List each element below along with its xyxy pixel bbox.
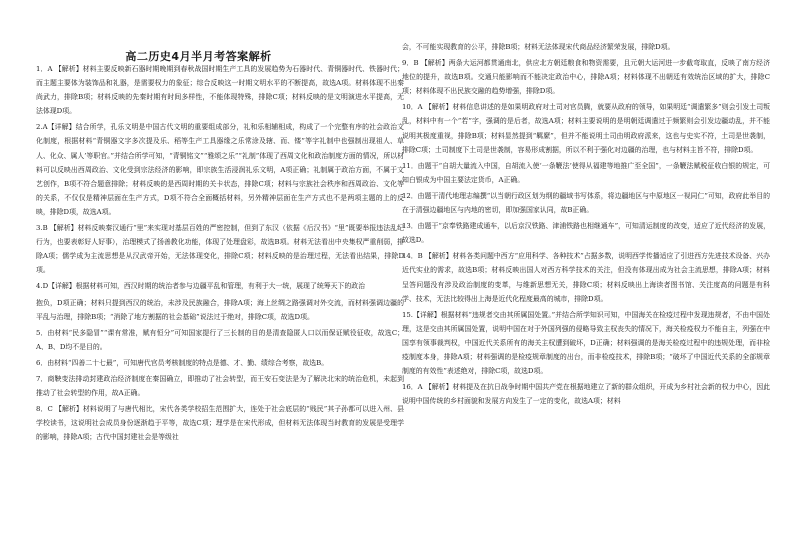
answer-item: 9．B 【解析】两条大运河都贯通南北，供应北方朝廷粮食和物资需要，且元朝大运河进一步截弯取直，反映了南方经济地位的提升，故选B项。交通只能影响而不能决定政治中心，排除A项；材料体现不出朝廷有效统治区域的扩大，排除C项；材料体现不出民族交融的趋势增强，排除D项。 bbox=[402, 59, 770, 96]
answer-item: 13．由题干“京奉铁路建成通车，以后京汉铁路、津浦铁路也相继通车”，可知清运制度的改变，适应了近代经济的发展，故选D。 bbox=[402, 222, 770, 245]
answer-item: 14．B 【解析】材料各类问题中西方“应用科学、各种技术”占据多数，说明西学传播适应了引进西方先进技术设备、兴办近代实业的需求，故选B项；材料反映出国人对西方科学技术的关注，但没有体现出成为社会主流思想，排除A项；材料呈答问题没有涉及政治制度的变革，与维新思想无关，排除C项；材料反映出上海读者图书馆、关注度高的问题是有科学、技术，无法比较得出上海是近代化程度最高的城市，排除D项。 bbox=[402, 252, 770, 303]
answer-item: 11．由题干“自胡大量流入中国，自胡流入使‘一条鞭法’使得从福建等地推广至全国”，一条鞭法赋税征收白银的规定，可知白银成为中国主要法定货币，A正确。 bbox=[402, 161, 770, 184]
answer-item: 1．A 【解析】材料主要反映新石器时期晚期到春秋战国时期生产工具的发展趋势为石器时代、青铜器时代、铁器时代；而主题主要体为装饰品和礼器，是需要权力的象征；综合反映这一时期文明水平的不断提高，故选A项。材料体现不出秦尚武力，排除B项；材料反映的先秦时期有时间多样性，不能体现特殊，排除C项；材料反映的是文明演进水平提高，无法体现D项。 bbox=[36, 65, 404, 116]
answer-item: 4.D【详解】根据材料可知，西汉时期的统治者参与边疆平乱和管理，有利于大一统，展现了统筹天下的政治 bbox=[36, 282, 366, 291]
answer-item: 12．由题干清代地理志编撰“以当朝行政区划为纲的疆域书写体系，将边疆地区与中原地区一视同仁”可知，政府此举目的在于清强边疆地区与内地的密切，即加强国家认同，故B正确。 bbox=[402, 191, 770, 215]
answer-item: 16．A 【解析】材料提及在抗日战争时期中国共产党在根据地建立了新的群众组织，开成为乡村社会新的权力中心，因此说明中国传统的乡村面貌和发展方向发生了一定的变化，故选A项；材料 bbox=[402, 383, 770, 406]
right-column bbox=[402, 40, 770, 410]
answer-item: 10．A 【解析】材料信息讲述的是如果明政府对土司对官员腾，就要从政府的领导，如果明廷“调遣繁多”则会引发土司叛乱，材料中有一个“若”字，强调的是后者，故选A项；材料主要说明的是明朝廷调遣过于频繁则会引发边疆动乱，并不能说明其极度重视，排除B项；材料显然提到“羁縻”，但并不能说明土司由明政府派来，这也与史实不符，土司是世袭制，排除C项；土司制度下土司是世袭制，容易形成割据，所以不利于强化对边疆的治理，也与材料主旨不符，排除D项。 bbox=[402, 103, 770, 154]
left-column bbox=[36, 62, 404, 446]
answer-item: 抱负，D项正确；材料只提到西汉的统治，未涉及民族融合，排除A项；海上丝绸之路强调对外交流，而材料强调边疆的平乱与治理，排除B项；“消除了地方割据的社会基础”说法过于绝对，排除C项，故选D项。 bbox=[36, 298, 404, 321]
answer-item: 15.【详解】根据材料“违规者交由其所属国处置。”并结合所学知识可知，中国海关在检疫过程中发现违规者，不由中国处理，这是交由其所属国处置，说明中国在对于外国列强的侵略导致主权丧失的情况下，海关检疫权力不能自主，列强在中国享有领事裁判权，中国近代关系所有的海关主权遭到破坏，D正确；材料强调的是海关检疫过程中的违规处理，而非检疫制度本身，排除A项；材料强调的是检疫规章制度的出台，而非检疫技术，排除B项；“破坏了中国近代关系的全部规章制度的有效性”表述绝对，排除C项，故选D项。 bbox=[402, 310, 770, 376]
answer-item: 6．由材料“四善二十七最”，可知唐代官员考核制度的特点是德、才、勤、绩综合考察，故选B。 bbox=[36, 358, 329, 367]
answer-item: 3.B 【解析】材料反映秦汉通行“里”来实现对基层百姓的严密控制，但到了东汉（依据《后汉书》“里”既要举报违法乱纪行为，也要表彰好人好事），治理模式了扬善教化功能，体现了处理盘彩，故选B项。材料无法看出中央集权严重削弱，排除A项；儒学成为主流思想是从汉武帝开始，无法体现变化，排除C项；材料反映的是治理过程，无法看出结果，排除D项。 bbox=[36, 224, 404, 275]
answer-item: 2.A【详解】结合所学，孔乐文明是中国古代文明的重要组成部分，礼和乐相辅相成，构成了一个完整有序的社会政治文化制度，根据材料“青铜器文字多次提及乐、稻等生产工具器缘之乐常涂及辖、而、镂”等字礼制中也强制出现祖人、草人、化众、属人’等职官。”并结合所学可知，“青铜铭文”“雅颂之乐”“礼制”体现了西周文化和政治制度方面的情况，所以材料可以反映出西周政治、文化受到宗法经济的影响，即宗族生活浸润礼乐文明，A项正确；礼制属于政治方面，不属于文艺创作，B项不符合题意排除；材料反映的是西周时期的关卡状态，排除C项；材料与宗族社会秩序和西周政治、文化等的关系，不仅仅是精神层面在生产方式，D项不符合全面概括材料，另外精神层面在生产方式也不是两项主题的上的反映，排除D项，故选A项。 bbox=[36, 123, 404, 216]
document-title: 高二历史4月半月考答案解析 bbox=[125, 50, 272, 63]
answer-item: 8．C 【解析】材料说明了与唐代相比，宋代各类学校招生范围扩大，连处于社会底层的“贱民”其子孙都可以进入州、县学校读书，这说明社会成员身份逐渐趋于平等，故选C项；理学是在宋代形成，但材料无法体现当时教育的发展是受理学的影响，排除A项；古代中国封建社会是等级社 bbox=[36, 405, 404, 442]
answer-item: 7．商鞅变法排动封建政治经济制度在秦国确立，即推动了社会转型，而王安石变法是为了解决北宋的统治危机，未起到推动了社会转型的作用，故A正确。 bbox=[36, 374, 404, 398]
answer-item: 会，不可能实现教育的公平，排除B项；材料无法体现宋代商品经济繁荣发展，排除D项。 bbox=[402, 43, 675, 51]
answer-item: 5．由材料“民多隐冒”“课有常准，赋有恒分”可知国家提行了三长制的目的是清查隐匿人口以而保证赋役征收，故选C；A、B、D均不是目的。 bbox=[36, 328, 404, 351]
